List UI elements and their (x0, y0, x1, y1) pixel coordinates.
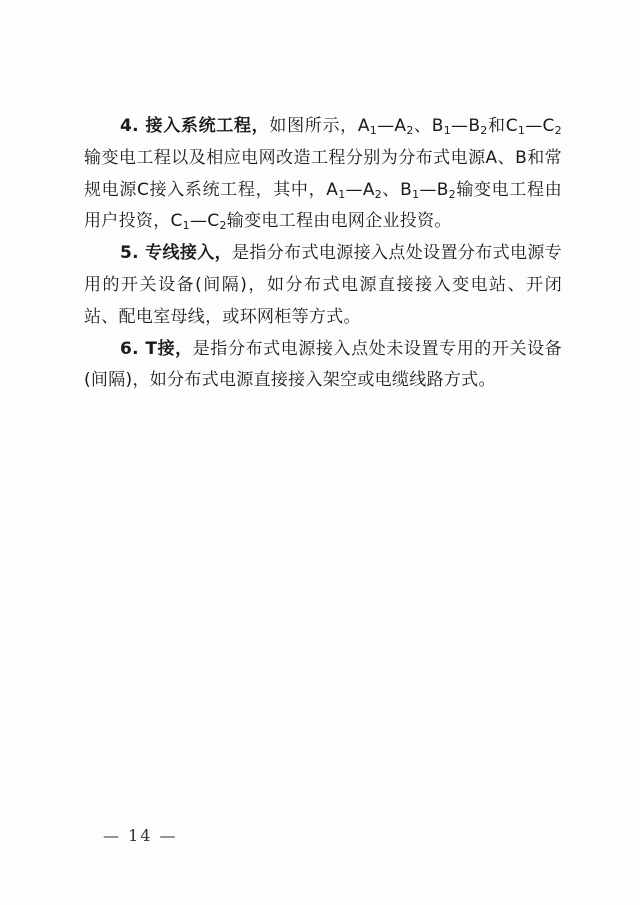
page-number: — 14 — (103, 826, 178, 845)
paragraph-text: 输变电工程由电网企业投资。 (226, 211, 452, 232)
paragraph-item-3 (84, 334, 562, 398)
subscript: 1 (369, 124, 378, 137)
subscript: 2 (554, 124, 562, 137)
paragraph-text: —A (377, 116, 407, 136)
paragraph-text: 是指分布式电源接入点处未设置专用的开关设备(间隔)，如分布式电源直接接入架空或电缆线路方式。 (84, 338, 562, 391)
paragraph-lead: 6. T接， (120, 338, 193, 359)
subscript: 1 (412, 187, 420, 201)
paragraph-text: 是指分布式电源接入点处设置分布式电源专用的开关设备(间隔)，如分布式电源直接接入变电站、开闭站、配电室母线，或环网柜等方式。 (84, 243, 562, 327)
paragraph-text: —A (345, 179, 375, 200)
body-text (84, 111, 562, 397)
paragraph-text: —C (189, 211, 220, 232)
subscript: 2 (448, 187, 456, 201)
paragraph-lead: 4. 接入系统工程， (120, 116, 270, 136)
paragraph-lead: 5. 专线接入， (120, 243, 233, 264)
paragraph-text: —B (419, 179, 449, 200)
subscript: 2 (374, 187, 383, 201)
paragraph-text: 输变电工程以及相应电网改造工程分别为分布式电源A、B和常规电源C接入系统工程，其中，A (84, 147, 562, 200)
paragraph-text: 、B (413, 116, 444, 136)
subscript: 1 (443, 124, 452, 137)
paragraph-text: 如图所示，A (269, 116, 370, 136)
paragraph-text: 输变电工程由用户投资，C (84, 179, 562, 232)
subscript: 1 (517, 124, 526, 137)
paragraph-item-2 (84, 238, 562, 333)
subscript: 2 (219, 219, 227, 233)
paragraph-text: 、B (382, 179, 413, 200)
paragraph-text: 和C (487, 116, 518, 136)
paragraph-text: —B (451, 116, 481, 136)
subscript: 2 (480, 124, 488, 137)
subscript: 2 (406, 124, 414, 137)
subscript: 1 (338, 187, 346, 201)
paragraph-item-1 (84, 111, 562, 238)
subscript: 1 (182, 219, 190, 233)
paragraph-text: —C (525, 116, 555, 136)
